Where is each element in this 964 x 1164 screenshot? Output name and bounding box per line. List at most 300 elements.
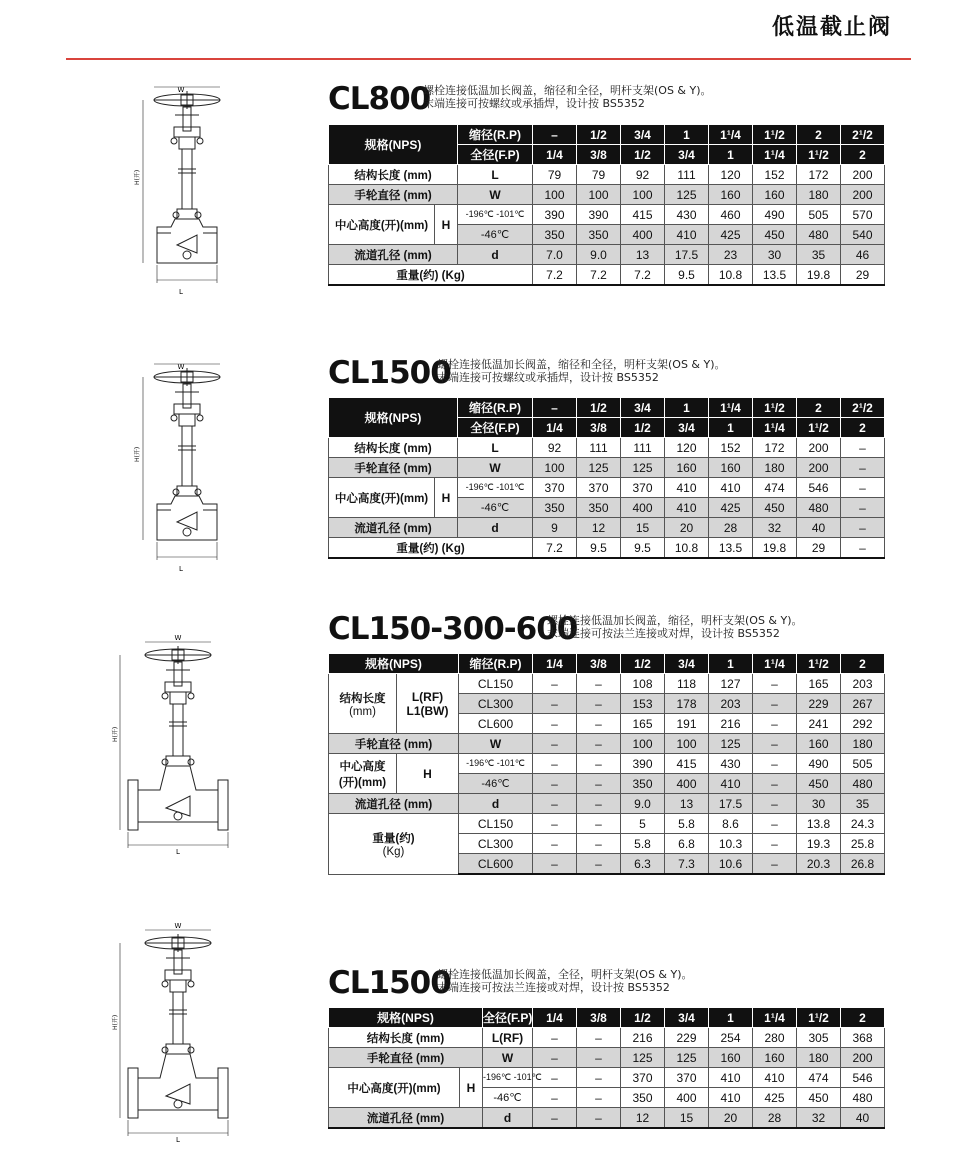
table-cell: 540 (841, 225, 885, 245)
table-cell: 125 (665, 185, 709, 205)
table-cell: 1¹/4 (753, 654, 797, 674)
table-cell: 流道孔径 (mm) (329, 518, 458, 538)
table-cell: 480 (797, 498, 841, 518)
table-cell: 24.3 (841, 814, 885, 834)
table-cell: 350 (621, 774, 665, 794)
table-cell: 1/4 (533, 654, 577, 674)
table-cell: 410 (709, 478, 753, 498)
table-cell: 415 (621, 205, 665, 225)
table-cell: – (577, 1108, 621, 1129)
table-cell: 415 (665, 754, 709, 774)
table-cell: 2¹/2 (841, 125, 885, 145)
table-cell: – (533, 794, 577, 814)
table-cell: 160 (753, 1048, 797, 1068)
table-cell: – (577, 674, 621, 694)
table-cell: 254 (709, 1028, 753, 1048)
table-cell: 1 (709, 418, 753, 438)
table-cell: – (577, 814, 621, 834)
table-cell: CL150 (459, 814, 533, 834)
table-cell: 13.5 (753, 265, 797, 286)
table-cell: 1/2 (621, 418, 665, 438)
table-cell: – (841, 538, 885, 559)
table-cell: – (577, 714, 621, 734)
table-header-row (329, 654, 885, 674)
table-cell: – (753, 694, 797, 714)
table-cell (329, 754, 397, 794)
table-cell: 350 (577, 225, 621, 245)
desc-line: 末端连接可按螺纹或承插焊，设计按 BS5352 (437, 371, 659, 384)
table-cell: 1¹/2 (797, 145, 841, 165)
table-cell: CL150 (459, 674, 533, 694)
table-cell: 13 (621, 245, 665, 265)
table-cell: 370 (533, 478, 577, 498)
table-cell: 8.6 (709, 814, 753, 834)
table-cell: 17.5 (665, 245, 709, 265)
table-cell: 13.5 (709, 538, 753, 559)
table-cell: 370 (665, 1068, 709, 1088)
table-cell: 200 (841, 185, 885, 205)
table-cell: 160 (797, 734, 841, 754)
table-cell: CL300 (459, 834, 533, 854)
table-cell (397, 674, 459, 734)
table-cell: 474 (753, 478, 797, 498)
table-cell: 280 (753, 1028, 797, 1048)
table-cell: 3/8 (577, 145, 621, 165)
table-cell: 结构长度 (339, 692, 386, 705)
table-row (329, 538, 885, 559)
table-cell: 125 (665, 1048, 709, 1068)
table-cell: 1¹/4 (709, 398, 753, 418)
table-cell: 2¹/2 (841, 398, 885, 418)
table-cell: 3/4 (665, 1008, 709, 1028)
model-title: CL150-300-600 (328, 611, 578, 647)
table-cell: 1/2 (577, 125, 621, 145)
table-cell: 350 (533, 225, 577, 245)
dim-h-label: H(开) (134, 446, 141, 462)
table-cell: 390 (533, 205, 577, 225)
table-cell: 3/4 (621, 125, 665, 145)
table-cell: 350 (533, 498, 577, 518)
table-cell: – (533, 774, 577, 794)
table-cell: 370 (621, 1068, 665, 1088)
rp-header: 缩径(R.P) (458, 398, 533, 418)
table-cell: 手轮直径 (mm) (329, 458, 458, 478)
table-cell: 1¹/2 (797, 418, 841, 438)
table-cell: 3/4 (621, 398, 665, 418)
table-cell: 1 (709, 1008, 753, 1028)
table-cell: 结构长度 (mm) (329, 438, 458, 458)
table-cell: 400 (665, 774, 709, 794)
table-cell: 79 (577, 165, 621, 185)
dim-w-label: W (177, 86, 185, 94)
table-cell: 368 (841, 1028, 885, 1048)
dim-l-label: L (176, 848, 180, 856)
table-cell: 178 (665, 694, 709, 714)
table-cell: 2 (797, 125, 841, 145)
table-cell: 19.3 (797, 834, 841, 854)
spec-table-cl1500 (328, 397, 885, 559)
table-cell: 23 (709, 245, 753, 265)
table-cell: 1¹/4 (753, 418, 797, 438)
desc-line: 末端连接可按法兰连接或对焊，设计按 BS5352 (437, 981, 670, 994)
table-cell: 160 (753, 185, 797, 205)
spec-table-cl150-300-600 (328, 653, 885, 875)
table-cell: W (458, 185, 533, 205)
table-row (329, 814, 885, 834)
table-cell: 35 (797, 245, 841, 265)
table-cell: 17.5 (709, 794, 753, 814)
table-cell: – (753, 714, 797, 734)
table-cell: – (753, 854, 797, 875)
dim-w-label: W (174, 634, 182, 642)
table-cell: 191 (665, 714, 709, 734)
table-cell: d (459, 794, 533, 814)
table-cell: 410 (709, 1088, 753, 1108)
table-cell: 7.2 (577, 265, 621, 286)
valve-drawing-cl1500 (135, 362, 235, 577)
table-cell: – (533, 1088, 577, 1108)
table-cell: 20.3 (797, 854, 841, 875)
table-cell: 160 (665, 458, 709, 478)
table-cell: – (753, 754, 797, 774)
table-cell: 216 (709, 714, 753, 734)
table-row (329, 458, 885, 478)
table-cell: 111 (665, 165, 709, 185)
table-cell: 480 (841, 774, 885, 794)
table-cell: 1¹/4 (753, 1008, 797, 1028)
table-cell: 1 (709, 145, 753, 165)
table-cell: 12 (577, 518, 621, 538)
table-cell: CL300 (459, 694, 533, 714)
table-cell: H (460, 1068, 483, 1108)
table-cell: 1/4 (533, 418, 577, 438)
dim-h-label: H(开) (134, 169, 141, 185)
table-cell: 1 (665, 125, 709, 145)
table-cell: 165 (621, 714, 665, 734)
page-title: 低温截止阀 (771, 15, 892, 40)
table-row (329, 438, 885, 458)
table-cell: – (841, 478, 885, 498)
table-header-row (329, 125, 885, 145)
table-cell: – (753, 774, 797, 794)
table-cell: 350 (621, 1088, 665, 1108)
table-cell: 中心高度(开)(mm) (329, 1068, 460, 1108)
fp-header: 全径(F.P) (458, 145, 533, 165)
dim-l-label: L (179, 288, 183, 296)
table-cell: d (458, 245, 533, 265)
table-cell: 400 (665, 1088, 709, 1108)
table-cell: d (458, 518, 533, 538)
table-cell: 400 (621, 498, 665, 518)
table-cell: W (458, 458, 533, 478)
table-row (329, 794, 885, 814)
table-cell: (mm) (349, 705, 376, 718)
table-cell: W (459, 734, 533, 754)
table-cell: 490 (797, 754, 841, 774)
table-cell: 152 (753, 165, 797, 185)
table-cell: 1/2 (621, 145, 665, 165)
table-cell: 400 (621, 225, 665, 245)
table-row (329, 754, 885, 774)
table-cell: 546 (797, 478, 841, 498)
table-cell: 2 (841, 418, 885, 438)
table-cell: 3/8 (577, 654, 621, 674)
table-cell: 180 (841, 734, 885, 754)
table-cell: 重量(约) (Kg) (329, 265, 533, 286)
size-header: 规格(NPS) (329, 654, 459, 674)
table-cell: 425 (753, 1088, 797, 1108)
table-cell: 46 (841, 245, 885, 265)
table-cell: L(RF) (483, 1028, 533, 1048)
table-cell: 410 (665, 478, 709, 498)
table-cell: (Kg) (382, 845, 405, 858)
table-cell: 流道孔径 (mm) (329, 794, 459, 814)
size-header: 规格(NPS) (329, 125, 458, 165)
table-cell: 1 (665, 398, 709, 418)
table-cell: 35 (841, 794, 885, 814)
table-cell: – (577, 754, 621, 774)
table-cell: 111 (621, 438, 665, 458)
table-cell: 100 (665, 734, 709, 754)
table-cell: 7.2 (533, 265, 577, 286)
table-cell: 120 (665, 438, 709, 458)
table-cell: 474 (797, 1068, 841, 1088)
table-row (329, 165, 885, 185)
table-cell: 216 (621, 1028, 665, 1048)
table-cell: – (533, 125, 577, 145)
table-cell: 中心高度(开)(mm) (329, 478, 435, 518)
table-cell: 9 (533, 518, 577, 538)
table-cell: 180 (753, 458, 797, 478)
table-cell: 13 (665, 794, 709, 814)
table-cell: 1¹/4 (709, 125, 753, 145)
table-cell: – (533, 754, 577, 774)
model-description (547, 614, 803, 640)
dim-l-label: L (176, 1136, 180, 1144)
table-cell: – (577, 1068, 621, 1088)
table-cell: 125 (621, 1048, 665, 1068)
table-cell: 29 (797, 538, 841, 559)
table-cell: 7.0 (533, 245, 577, 265)
table-cell: – (533, 398, 577, 418)
table-cell: 450 (753, 498, 797, 518)
table-cell: 1¹/2 (797, 1008, 841, 1028)
table-cell: 480 (841, 1088, 885, 1108)
table-cell: 10.8 (709, 265, 753, 286)
table-cell: 490 (753, 205, 797, 225)
table-cell: -196℃ -101℃ (458, 205, 533, 225)
table-cell: 160 (709, 458, 753, 478)
table-cell: L1(BW) (406, 703, 449, 718)
table-cell: 40 (841, 1108, 885, 1129)
table-cell: (开)(mm) (338, 776, 387, 789)
table-cell: 100 (533, 185, 577, 205)
table-cell: 200 (797, 458, 841, 478)
table-cell: L (458, 438, 533, 458)
table-cell: – (577, 1028, 621, 1048)
table-cell: 450 (753, 225, 797, 245)
table-cell: -46℃ (483, 1088, 533, 1108)
table-cell: 125 (709, 734, 753, 754)
table-cell: 29 (841, 265, 885, 286)
table-cell: 100 (621, 185, 665, 205)
table-cell: 292 (841, 714, 885, 734)
table-cell: – (577, 854, 621, 875)
table-cell: 5.8 (621, 834, 665, 854)
table-cell: – (533, 834, 577, 854)
desc-line: 螺栓连接低温加长阀盖，缩径和全径，明杆支架(OS & Y)。 (437, 358, 726, 371)
table-cell: L (458, 165, 533, 185)
table-cell: -46℃ (458, 225, 533, 245)
table-cell: – (753, 794, 797, 814)
table-cell: – (533, 694, 577, 714)
table-row (329, 674, 885, 694)
size-header: 规格(NPS) (329, 1008, 483, 1028)
table-cell: – (533, 1048, 577, 1068)
table-cell: 2 (841, 654, 885, 674)
desc-line: 末端连接可按螺纹或承插焊，设计按 BS5352 (423, 97, 645, 110)
table-cell: 200 (841, 1048, 885, 1068)
table-cell: 180 (797, 185, 841, 205)
table-cell: – (841, 518, 885, 538)
table-cell: 505 (841, 754, 885, 774)
table-cell: 30 (797, 794, 841, 814)
table-cell: 7.2 (621, 265, 665, 286)
table-cell: 172 (753, 438, 797, 458)
table-cell: 32 (753, 518, 797, 538)
table-cell: 20 (709, 1108, 753, 1129)
table-cell (329, 814, 459, 875)
model-title: CL1500 (328, 355, 451, 391)
table-cell: -196℃ -101℃ (458, 478, 533, 498)
table-cell: 10.8 (665, 538, 709, 559)
table-header-row (329, 398, 885, 418)
table-cell: 30 (753, 245, 797, 265)
table-row (329, 185, 885, 205)
table-cell: 2 (797, 398, 841, 418)
table-cell: W (483, 1048, 533, 1068)
table-cell: 6.8 (665, 834, 709, 854)
table-cell: 流道孔径 (mm) (329, 1108, 483, 1129)
table-cell: -46℃ (458, 498, 533, 518)
table-cell: 19.8 (753, 538, 797, 559)
table-cell: 92 (533, 438, 577, 458)
table-cell: 1/2 (577, 398, 621, 418)
table-cell: – (577, 774, 621, 794)
table-cell: – (753, 674, 797, 694)
table-cell: 410 (665, 498, 709, 518)
table-cell: 152 (709, 438, 753, 458)
table-cell: 10.6 (709, 854, 753, 875)
table-cell: 26.8 (841, 854, 885, 875)
table-cell: 1¹/2 (753, 398, 797, 418)
desc-line: 末端连接可按法兰连接或对焊，设计按 BS5352 (547, 627, 780, 640)
table-cell: 1 (709, 654, 753, 674)
table-cell: 153 (621, 694, 665, 714)
table-cell: 305 (797, 1028, 841, 1048)
table-cell: H (435, 478, 458, 518)
valve-drawing-cl150-300-600 (110, 632, 240, 862)
table-cell: 1/4 (533, 1008, 577, 1028)
table-cell: 108 (621, 674, 665, 694)
table-cell: 10.3 (709, 834, 753, 854)
table-cell: H (435, 205, 458, 245)
table-row (329, 1028, 885, 1048)
dim-h-label: H(开) (112, 726, 119, 742)
table-cell: – (533, 734, 577, 754)
table-cell: 546 (841, 1068, 885, 1088)
table-cell: 460 (709, 205, 753, 225)
table-cell: 9.5 (621, 538, 665, 559)
table-cell: 160 (709, 185, 753, 205)
table-row (329, 205, 885, 225)
table-cell: 127 (709, 674, 753, 694)
table-cell: 结构长度 (mm) (329, 165, 458, 185)
table-cell: 3/4 (665, 418, 709, 438)
table-cell: 229 (665, 1028, 709, 1048)
table-cell: 1/2 (621, 654, 665, 674)
table-cell: 350 (577, 498, 621, 518)
table-cell: 203 (841, 674, 885, 694)
table-cell: 7.2 (533, 538, 577, 559)
table-cell: – (577, 1048, 621, 1068)
table-cell: 1¹/2 (753, 125, 797, 145)
table-cell: 3/8 (577, 1008, 621, 1028)
table-cell: 200 (797, 438, 841, 458)
size-header: 规格(NPS) (329, 398, 458, 438)
table-cell: 结构长度 (mm) (329, 1028, 483, 1048)
table-cell: 重量(约) (372, 832, 415, 845)
table-cell: 中心高度 (339, 760, 386, 773)
model-description (437, 968, 693, 994)
spec-table-cl1500-flanged (328, 1007, 885, 1129)
table-cell: 570 (841, 205, 885, 225)
valve-drawing-cl800 (135, 85, 235, 300)
table-cell: 2 (841, 145, 885, 165)
table-cell: 7.3 (665, 854, 709, 875)
table-cell: 241 (797, 714, 841, 734)
table-cell: 410 (709, 1068, 753, 1088)
table-cell: 40 (797, 518, 841, 538)
table-cell: 流道孔径 (mm) (329, 245, 458, 265)
table-cell: 1¹/4 (753, 145, 797, 165)
table-cell: 100 (577, 185, 621, 205)
rp-header: 缩径(R.P) (458, 125, 533, 145)
table-cell: 28 (753, 1108, 797, 1129)
table-cell: -196℃ -101℃ (459, 754, 533, 774)
dim-w-label: W (174, 922, 182, 930)
table-cell: 450 (797, 774, 841, 794)
table-cell: CL600 (459, 854, 533, 875)
valve-drawing-cl1500-flanged (110, 920, 240, 1150)
table-row (329, 518, 885, 538)
model-title: CL1500 (328, 965, 451, 1001)
table-cell: 390 (621, 754, 665, 774)
table-cell: 9.0 (577, 245, 621, 265)
table-cell: 1¹/2 (797, 654, 841, 674)
table-cell: 410 (665, 225, 709, 245)
table-cell: 200 (841, 165, 885, 185)
table-cell: 120 (709, 165, 753, 185)
table-cell: 505 (797, 205, 841, 225)
dim-l-label: L (179, 565, 183, 573)
spec-table-cl800 (328, 124, 885, 286)
table-row (329, 245, 885, 265)
table-cell: 92 (621, 165, 665, 185)
fp-header: 全径(F.P) (483, 1008, 533, 1028)
table-cell: 79 (533, 165, 577, 185)
table-cell: 203 (709, 694, 753, 714)
